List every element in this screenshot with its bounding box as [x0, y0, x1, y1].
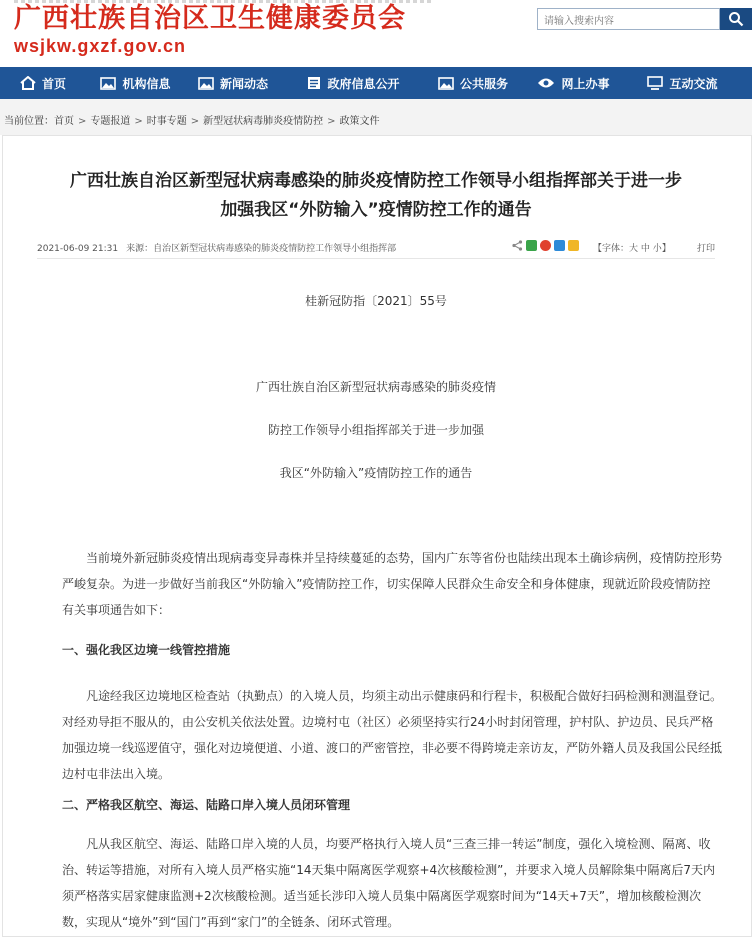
breadcrumb-separator: >: [327, 116, 336, 127]
site-title[interactable]: 广西壮族自治区卫生健康委员会: [14, 3, 406, 34]
article-date: 2021-06-09 21:31: [37, 244, 119, 254]
nav-item-home[interactable]: [8, 67, 78, 99]
subtitle-line2: 防控工作领导小组指挥部关于进一步加强: [267, 423, 484, 437]
font-size-small[interactable]: 小: [652, 244, 662, 254]
nav-label: 公共服务: [459, 76, 508, 91]
breadcrumb-item-reports[interactable]: 专题报道: [90, 116, 131, 127]
article-source: 来源：自治区新型冠状病毒感染的肺炎疫情防控工作领导小组指挥部: [126, 244, 397, 254]
breadcrumb-separator: >: [190, 116, 200, 127]
main-nav: [0, 67, 752, 99]
breadcrumb-separator: >: [134, 116, 143, 127]
eye-icon: [537, 77, 555, 89]
monitor-icon: [647, 76, 663, 90]
intro-paragraph: [62, 545, 722, 623]
site-url[interactable]: wsjkw.gxzf.gov.cn: [14, 36, 187, 56]
article-meta: [37, 241, 396, 254]
breadcrumb-item-home[interactable]: 首页: [54, 116, 74, 127]
nav-item-news[interactable]: [187, 67, 279, 99]
doc-number: 桂新冠防指〔2021〕55号: [305, 294, 447, 308]
breadcrumb-item-policy[interactable]: 政策文件: [339, 116, 380, 127]
qzone-share-icon[interactable]: [554, 240, 565, 251]
search-button[interactable]: [720, 8, 752, 30]
weibo-share-icon[interactable]: [540, 240, 551, 251]
qq-share-icon[interactable]: [568, 240, 579, 251]
article-panel: [2, 135, 752, 937]
article-title-line2: 加强我区“外防输入”疫情防控工作的通告: [220, 200, 532, 220]
nav-label: 互动交流: [669, 76, 718, 91]
image-icon: [438, 77, 454, 90]
nav-item-online-service[interactable]: [526, 67, 621, 99]
font-size-label: 【字体：: [593, 244, 630, 254]
share-icon[interactable]: [512, 240, 523, 251]
section2-paragraph: [62, 831, 722, 935]
nav-item-gov-info[interactable]: [291, 67, 416, 99]
nav-item-org[interactable]: [88, 67, 183, 99]
font-size-medium[interactable]: 中: [640, 244, 650, 254]
home-icon: [20, 76, 36, 90]
print-link[interactable]: 打印: [697, 244, 716, 254]
search-box: [537, 8, 720, 30]
nav-label: 首页: [41, 76, 66, 91]
breadcrumb-separator: >: [78, 116, 87, 127]
subtitle-line1: 广西壮族自治区新型冠状病毒感染的肺炎疫情: [255, 380, 496, 394]
search-icon: [728, 11, 744, 27]
nav-label: 机构信息: [122, 76, 171, 91]
section1-paragraph: [62, 683, 722, 787]
search-input[interactable]: [538, 12, 719, 32]
meta-divider: [37, 258, 715, 259]
intro-text: 当前境外新冠肺炎疫情出现病毒变异毒株并呈持续蔓延的态势，国内广东等省份也陆续出现本土确诊病例，疫情防控形势严峻复杂。为进一步做好当前我区“外防输入”疫情防控工作，切实保障人民群众生命安全和身体健康，现就近阶段疫情防控有关事项通告如下：: [62, 551, 723, 617]
subtitle-line3: 我区“外防输入”疫情防控工作的通告: [279, 466, 473, 480]
font-size-large[interactable]: 大: [629, 244, 639, 254]
document-icon: [307, 76, 321, 90]
nav-label: 网上办事: [561, 76, 610, 91]
breadcrumb-item-covid[interactable]: 新型冠状病毒肺炎疫情防控: [203, 116, 324, 127]
breadcrumb: [4, 112, 380, 127]
nav-item-interaction[interactable]: [635, 67, 730, 99]
nav-label: 新闻动态: [219, 76, 268, 91]
nav-item-public-service[interactable]: [428, 67, 518, 99]
share-bar: [512, 240, 579, 251]
font-size-close: 】: [661, 244, 671, 254]
breadcrumb-item-topics[interactable]: 时事专题: [146, 116, 187, 127]
section1-text: 凡途经我区边境地区检查站（执勤点）的入境人员，均须主动出示健康码和行程卡，积极配合做好扫码检测和测温登记。对经劝导拒不服从的，由公安机关依法处置。边境村屯（社区）必须坚持实行24小时封闭管理，护村队、护边员、民兵严格加强边境一线巡逻值守，强化对边境便道、小道、渡口的严密管控，非必要不得跨境走亲访友，严防外籍人员及我国公民经抵边村屯非法出入境。: [62, 689, 723, 781]
section2-heading: 二、严格我区航空、海运、陆路口岸入境人员闭环管理: [62, 798, 351, 812]
section1-heading: 一、强化我区边境一线管控措施: [62, 643, 231, 657]
article-title-line1: 广西壮族自治区新型冠状病毒感染的肺炎疫情防控工作领导小组指挥部关于进一步: [70, 171, 682, 191]
wechat-share-icon[interactable]: [526, 240, 537, 251]
nav-label: 政府信息公开: [327, 76, 400, 91]
image-icon: [198, 77, 214, 90]
section2-text: 凡从我区航空、海运、陆路口岸入境的人员，均要严格执行入境人员“三查三排一转运”制度，强化入境检测、隔离、收治、转运等措施，对所有入境人员严格实施“14天集中隔离医学观察+4次核酸检测”，并要求入境人员解除集中隔离后7天内须严格落实居家健康监测+2次核酸检测。适当延长涉印入境人员集中隔离医学观察时间为“14天+7天”，增加核酸检测次数，实现从“境外”到“国门”再到“家门”的全链条、闭环式管理。: [62, 837, 716, 929]
image-icon: [100, 77, 116, 90]
font-size-control: [593, 241, 671, 254]
breadcrumb-prefix: 当前位置：: [4, 116, 54, 127]
